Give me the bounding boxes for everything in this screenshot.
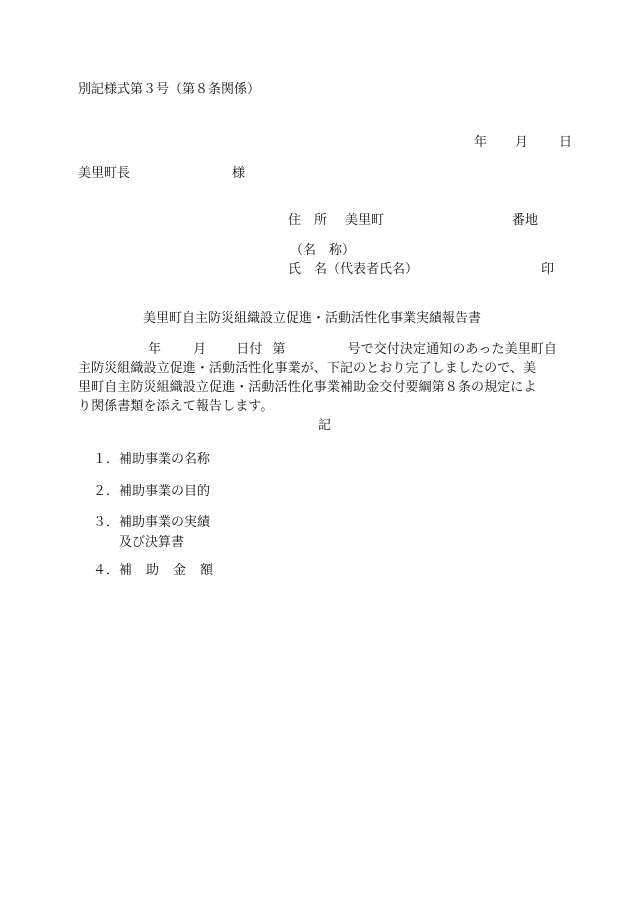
item-subsidy-amount xyxy=(93,563,227,580)
org-name-label: （名 称） xyxy=(290,243,356,258)
seal-mark: 印 xyxy=(541,262,555,277)
body-year: 年 xyxy=(148,342,162,357)
body-date: 日付 xyxy=(236,342,263,357)
body-line-3: 里町自主防災組織設立促進・活動活性化事業補助金交付要綱第８条の規定によ xyxy=(78,380,537,395)
body-line-1-rest: 号で交付決定通知のあった美里町自 xyxy=(347,342,558,357)
body-line-4: り関係書類を添えて報告します。 xyxy=(78,399,274,414)
item-project-results xyxy=(93,515,210,532)
addressee-honorific: 様 xyxy=(232,166,246,181)
body-month: 月 xyxy=(193,342,207,357)
report-body xyxy=(78,340,578,416)
body-number-prefix: 第 xyxy=(272,342,286,357)
date-month-label: 月 xyxy=(515,135,529,150)
item-number: ４． xyxy=(93,563,120,578)
item-label: 補助事業の実績 xyxy=(119,515,211,530)
address-label: 住 所 xyxy=(288,213,328,228)
body-line-1 xyxy=(78,340,578,359)
item-number: ２． xyxy=(93,484,120,499)
item-project-name xyxy=(93,452,210,469)
item-project-purpose xyxy=(93,484,210,501)
item-project-results-line2: 及び決算書 xyxy=(119,535,185,550)
date-year-label: 年 xyxy=(474,135,488,150)
representative-name-label: 氏 名（代表者氏名） xyxy=(288,262,419,277)
item-number: ３． xyxy=(93,515,120,530)
addressee-name: 美里町長 xyxy=(78,166,131,181)
item-label: 補助事業の目的 xyxy=(119,484,211,499)
address-banchi: 番地 xyxy=(512,213,539,228)
item-label: 補助事業の名称 xyxy=(119,452,211,467)
item-number: １． xyxy=(93,452,120,467)
form-number: 別記様式第３号（第８条関係） xyxy=(78,82,261,97)
address-town: 美里町 xyxy=(345,213,385,228)
date-day-label: 日 xyxy=(559,135,573,150)
ki-heading: 記 xyxy=(318,418,332,433)
body-line-2: 主防災組織設立促進・活動活性化事業が、下記のとおり完了しましたので、美 xyxy=(78,361,537,376)
report-title: 美里町自主防災組織設立促進・活動活性化事業実績報告書 xyxy=(143,311,482,326)
item-label: 補助金額 xyxy=(119,563,228,578)
